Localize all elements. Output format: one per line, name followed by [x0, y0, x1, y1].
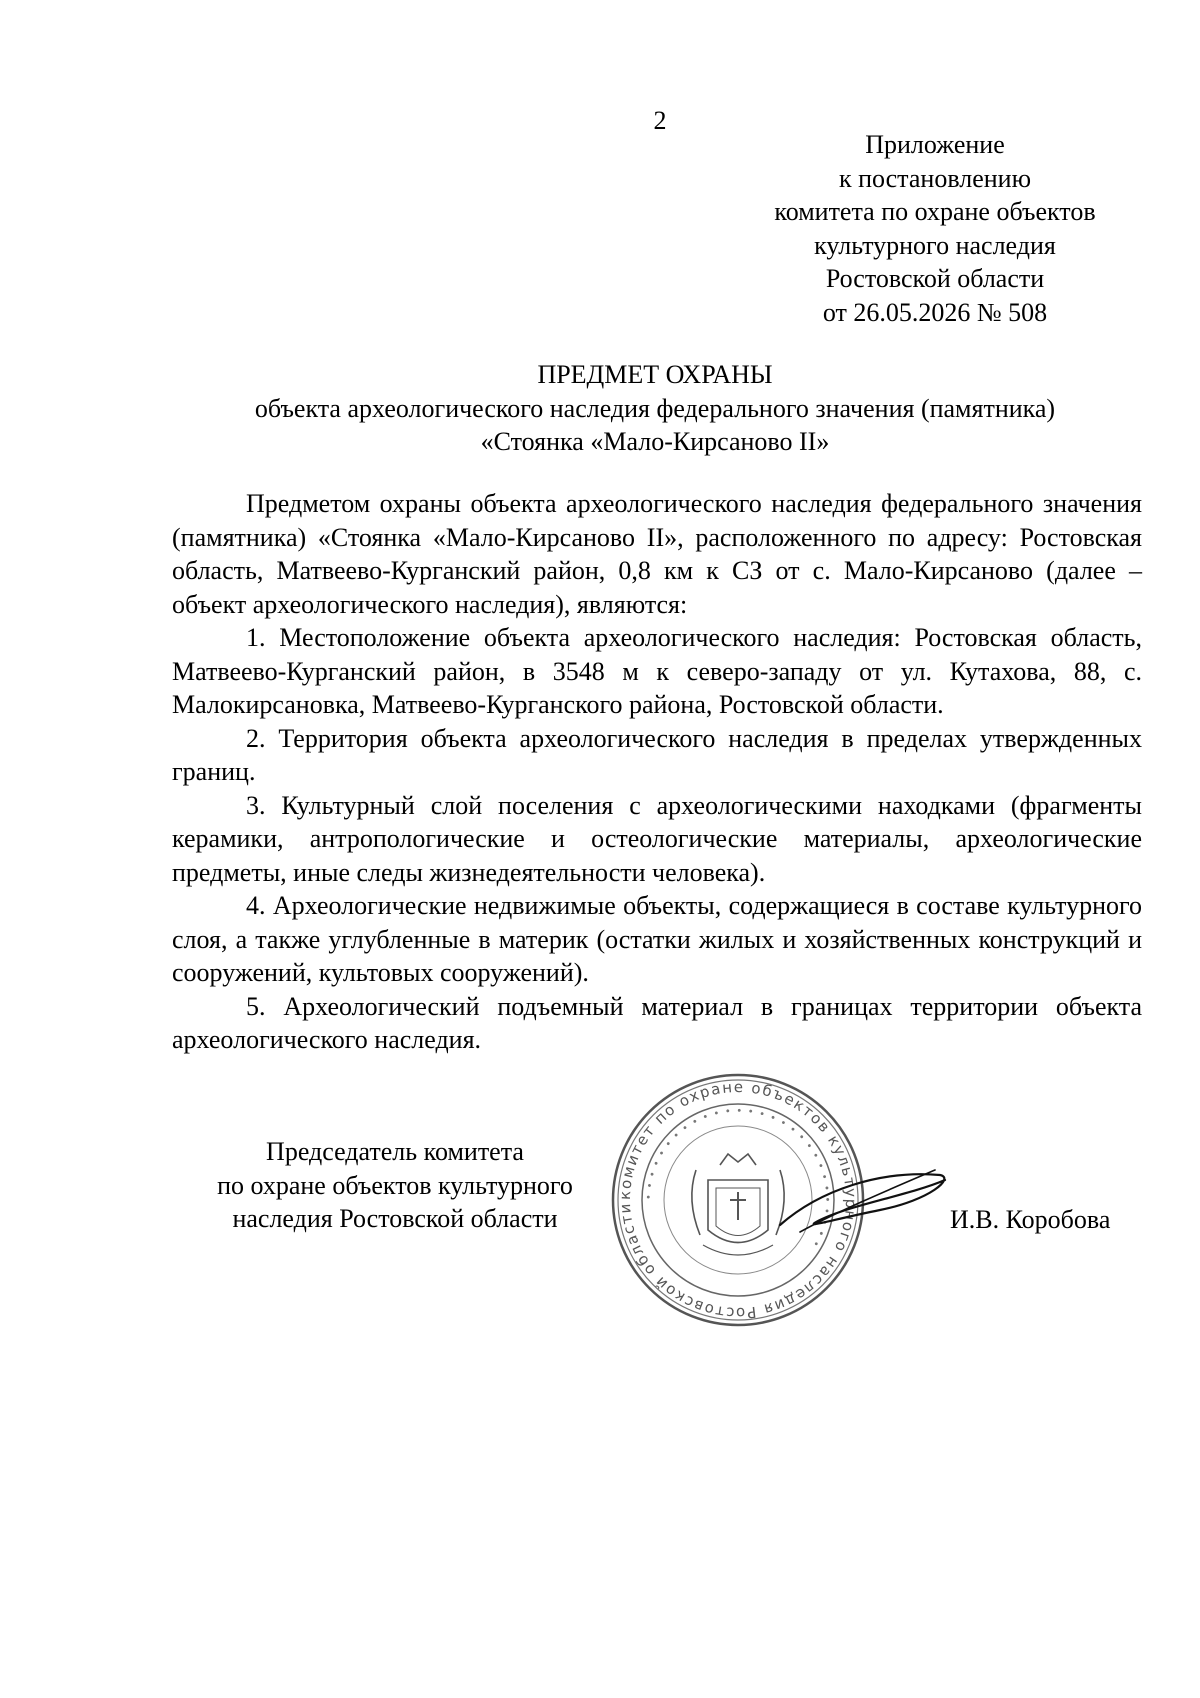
signer-position-line: Председатель комитета: [266, 1137, 524, 1166]
appendix-line: культурного наследия: [814, 230, 1056, 260]
title-subtitle: объекта археологического наследия федерального значения (памятника): [254, 393, 1056, 423]
list-item: 4. Археологические недвижимые объекты, содержащиеся в составе культурного слоя, а также углубленные в материк (остатки жилых и хозяйственных конструкций и сооружений, культовых сооружений).: [172, 891, 1142, 987]
intro-paragraph: Предметом охраны объекта археологического наследия федерального значения (памятника) «Стоянка «Мало-Кирсаново II», расположенного по адресу: Ростовская область, Матвеево-Курганский район, 0,8 км к СЗ от с. Мало-Кирсаново (далее – объект археологического наследия), являются:: [172, 489, 1142, 619]
appendix-line: Приложение: [865, 130, 1005, 159]
handwritten-signature: [760, 1150, 960, 1250]
signer-name: И.В. Коробова: [950, 1205, 1111, 1234]
appendix-line: к постановлению: [838, 163, 1032, 193]
appendix-line: Ростовской области: [825, 264, 1045, 294]
title-subtitle: «Стоянка «Мало-Кирсаново II»: [480, 427, 830, 456]
page-number: 2: [653, 106, 667, 135]
list-item: 3. Культурный слой поселения с археологическими находками (фрагменты керамики, антропологические и остеологические материалы, археологические предметы, иные следы жизнедеятельности человека).: [172, 790, 1142, 887]
appendix-line: комитета по охране объектов: [774, 197, 1096, 227]
signer-position-line: по охране объектов культурного: [217, 1170, 573, 1200]
signer-position: [180, 1135, 610, 1236]
appendix-line: от 26.05.2026 № 508: [822, 297, 1048, 327]
svg-text:• • • • • • • • • • • • • • •: • • • • • • • • • • • • • • • • • • • • • • • • • • • • •: [643, 1105, 833, 1250]
list-item: 1. Местоположение объекта археологического наследия: Ростовская область, Матвеево-Курганский район, в 3548 м к северо-западу от ул. Кутахова, 88, с. Малокирсановка, Матвеево-Курганского района, Ростовской области.: [172, 623, 1142, 719]
title-heading: ПРЕДМЕТ ОХРАНЫ: [537, 360, 773, 389]
list-item: 5. Археологический подъемный материал в границах территории объекта археологического наследия.: [172, 991, 1142, 1054]
appendix-header: [720, 128, 1150, 330]
signer-position-line: наследия Ростовской области: [232, 1204, 558, 1233]
document-title: [170, 358, 1140, 459]
list-item: 2. Территория объекта археологического наследия в пределах утвержденных границ.: [172, 723, 1142, 786]
document-body: [172, 487, 1142, 1057]
stamp-outer-text: комитет по охране объектов культурного наследия Ростовской области: [615, 1077, 861, 1323]
